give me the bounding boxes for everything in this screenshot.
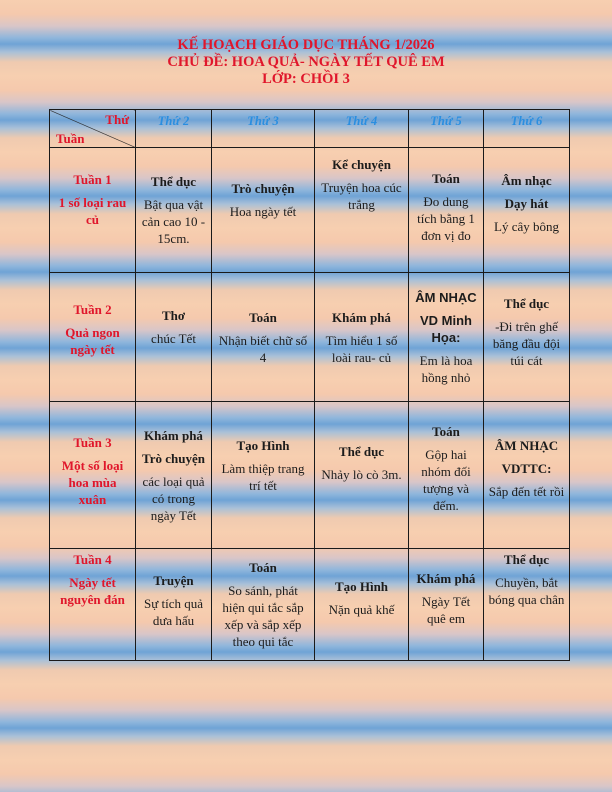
activity-content: Tìm hiểu 1 số loài rau- củ [325, 332, 398, 365]
activity-cell [315, 273, 409, 402]
week-cell [50, 402, 136, 549]
corner-day-label: Thứ [105, 112, 129, 127]
activity-subject-secondary: Trò chuyện [142, 450, 205, 466]
day-header-tue: Thứ 3 [212, 110, 315, 148]
activity-cell [484, 148, 570, 273]
activity-subject: Toán [249, 560, 277, 575]
activity-content: Nhận biết chữ số 4 [218, 332, 308, 365]
activity-cell [409, 148, 484, 273]
week-cell [50, 273, 136, 402]
day-header-thu: Thứ 5 [409, 110, 484, 148]
activity-cell [409, 549, 484, 661]
header-row [50, 110, 570, 148]
activity-cell [484, 402, 570, 549]
activity-subject: Kể chuyện [332, 157, 391, 172]
week-cell [50, 148, 136, 273]
day-header-mon: Thứ 2 [136, 110, 212, 148]
activity-content: các loại quả có trong ngày Tết [142, 473, 205, 523]
activity-cell [212, 273, 315, 402]
activity-subject: Trò chuyện [231, 180, 295, 196]
activity-content: Lý cây bông [494, 219, 559, 234]
activity-subject: Thể dục [503, 552, 550, 567]
schedule-table [49, 109, 570, 661]
activity-subject: Thể dục [150, 174, 197, 189]
activity-subject: ÂM NHẠC [494, 438, 559, 453]
activity-content: Chuyền, bắt bóng qua chân [488, 575, 565, 607]
day-header-wed: Thứ 4 [315, 110, 409, 148]
activity-subject: Toán [432, 424, 460, 439]
corner-week-label: Tuần [56, 131, 85, 146]
week-theme: Quả ngon ngày tết [65, 325, 120, 357]
week-theme: Ngày tết nguyên đán [60, 575, 125, 607]
table-row [50, 273, 570, 402]
week-label: Tuần 3 [73, 434, 112, 450]
activity-content: Đo dung tích bằng 1 đơn vị đo [417, 193, 475, 243]
activity-content: Nặn quả khế [328, 602, 395, 617]
class-title: LỚP: CHỒI 3 [262, 71, 350, 87]
corner-cell [50, 110, 136, 148]
activity-subject: Thể dục [503, 295, 550, 311]
activity-content: Gộp hai nhóm đối tượng và đếm. [421, 447, 471, 513]
activity-cell [409, 402, 484, 549]
activity-cell [136, 549, 212, 661]
activity-content: -Đi trên ghế băng đầu đội túi cát [492, 318, 561, 368]
table-row [50, 549, 570, 661]
activity-content: chúc Tết [151, 330, 196, 346]
activity-content: So sánh, phát hiện qui tắc sắp xếp và sắp xếp theo qui tắc [222, 583, 304, 649]
activity-content: Em là hoa hồng nhỏ [419, 352, 473, 385]
activity-subject: Truyện [153, 572, 194, 588]
week-label: Tuần 4 [73, 552, 112, 567]
activity-subject: Khám phá [332, 309, 391, 325]
week-label: Tuần 1 [73, 172, 112, 187]
activity-cell [315, 402, 409, 549]
week-label: Tuần 2 [73, 302, 112, 317]
activity-subject: Âm nhạc [501, 173, 552, 188]
week-cell [50, 549, 136, 661]
activity-subject-secondary: VDTTC: [501, 461, 552, 476]
activity-cell [409, 273, 484, 402]
activity-subject: Toán [432, 170, 460, 186]
activity-content: Sắp đến tết rồi [488, 484, 565, 499]
activity-cell [484, 273, 570, 402]
activity-content: Hoa ngày tết [229, 203, 297, 219]
activity-subject: Khám phá [416, 570, 476, 586]
activity-cell [136, 148, 212, 273]
activity-cell [136, 273, 212, 402]
activity-subject: Toán [249, 309, 277, 325]
activity-content: Bật qua vật cản cao 10 - 15cm. [141, 197, 206, 246]
activity-cell [212, 402, 315, 549]
activity-content: Ngày Tết quê em [421, 593, 471, 626]
activity-content: Nhảy lò cò 3m. [321, 466, 402, 482]
plan-title: KẾ HOẠCH GIÁO DỤC THÁNG 1/2026 [177, 37, 435, 53]
activity-subject: Thể dục [338, 443, 385, 459]
activity-cell [212, 549, 315, 661]
activity-cell [484, 549, 570, 661]
activity-subject: Tạo Hình [334, 579, 389, 594]
activity-subject-secondary: Dạy hát [504, 196, 549, 211]
table-row [50, 148, 570, 273]
activity-subject: Tạo Hình [236, 438, 290, 453]
activity-subject-secondary: VD Minh Họa: [420, 312, 472, 345]
activity-content: Sự tích quả dưa hấu [143, 595, 204, 628]
activity-cell [212, 148, 315, 273]
week-theme: 1 số loại rau củ [58, 195, 127, 227]
table-row [50, 402, 570, 549]
activity-cell [136, 402, 212, 549]
day-header-fri: Thứ 6 [484, 110, 570, 148]
activity-content: Làm thiệp trang trí tết [221, 461, 305, 493]
activity-content: Truyện hoa cúc trắng [321, 180, 402, 212]
theme-title: CHỦ ĐỀ: HOA QUẢ- NGÀY TẾT QUÊ EM [167, 54, 445, 70]
activity-cell [315, 549, 409, 661]
activity-subject: ÂM NHẠC [415, 289, 477, 305]
activity-subject: Khám phá [144, 427, 203, 443]
activity-subject: Thơ [161, 307, 186, 323]
week-theme: Một số loại hoa mùa xuân [61, 457, 124, 507]
activity-cell [315, 148, 409, 273]
